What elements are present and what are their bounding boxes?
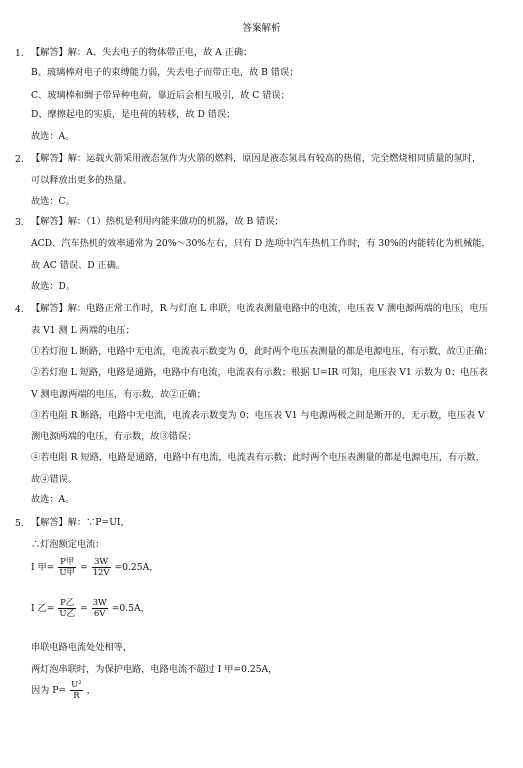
equation-lhs: I 甲= — [31, 562, 55, 573]
answer-line: 【解答】解：∵P=UI， — [31, 517, 130, 528]
equation-equals: = — [79, 603, 88, 614]
equation-result: ， — [86, 685, 96, 696]
answer-line: 表 V1 测 L 两端的电压； — [31, 325, 135, 336]
fraction-numerator: U² — [71, 680, 82, 690]
fraction — [92, 598, 108, 619]
answer-line: D、摩擦起电的实质，是电荷的转移，故 D 错误； — [31, 109, 236, 120]
answer-choice: 故选：D。 — [31, 281, 76, 292]
equation-power — [31, 680, 96, 701]
fraction-numerator: 3W — [92, 598, 107, 608]
answer-line: V 测电源两端的电压，有示数，故②正确； — [31, 389, 206, 400]
fraction-denominator: 12V — [92, 568, 110, 578]
question-number: 4. — [15, 304, 24, 315]
equation-equals: = — [79, 562, 88, 573]
answer-line: 故 AC 错误、D 正确。 — [31, 260, 126, 271]
answer-line: ①若灯泡 L 断路，电路中无电流，电流表示数变为 0，此时两个电压表测量的都是电源电压，有示数，故①正确； — [31, 346, 493, 357]
answer-line: 故④错误。 — [31, 474, 77, 485]
equation-result: =0.25A， — [114, 562, 159, 573]
question-number: 3. — [15, 217, 24, 228]
fraction — [70, 680, 83, 701]
fraction — [92, 557, 111, 578]
fraction — [58, 557, 76, 578]
answer-line: 两灯泡串联时，为保护电路，电路电流不超过 I 甲=0.25A， — [31, 664, 278, 675]
answer-line: 可以释放出更多的热量。 — [31, 175, 133, 186]
question-number: 1. — [15, 48, 24, 59]
answer-line: 【解答】解：A、失去电子的物体带正电，故 A 正确； — [31, 47, 253, 58]
answer-line: ②若灯泡 L 短路，电路是通路，电路中有电流，电流表有示数；根据 U=IR 可知，电压表 V1 示数为 0；电压表 — [31, 367, 488, 378]
equation-result: =0.5A， — [111, 603, 150, 614]
fraction-numerator: P乙 — [60, 598, 75, 608]
fraction-numerator: P甲 — [60, 557, 75, 567]
answer-line: 测电源两端的电压，有示数，故③错误； — [31, 431, 197, 442]
fraction-denominator: U甲 — [59, 568, 76, 578]
answer-line: 【解答】解：运载火箭采用液态氢作为火箭的燃料，原因是液态氢具有较高的热值，完全燃烧相同质量的氢时， — [31, 153, 482, 164]
equation-lhs: I 乙= — [31, 603, 55, 614]
equation-lhs: 因为 P= — [31, 685, 67, 696]
equation-current-yi — [31, 598, 150, 619]
answer-line: ACD、汽车热机的效率通常为 20%～30%左右，只有 D 选项中汽车热机工作时，有 30%的内能转化为机械能， — [31, 238, 491, 249]
answer-choice: 故选：A。 — [31, 131, 75, 142]
answer-line: 【解答】解：电路正常工作时，R 与灯泡 L 串联，电流表测量电路中的电流，电压表 V 测电源两端的电压，电压 — [31, 303, 488, 314]
question-number: 2. — [15, 154, 24, 165]
answer-line: ③若电阻 R 断路，电路中无电流，电流表示数变为 0；电压表 V1 与电源两极之间是断开的，无示数，电压表 V — [31, 410, 485, 421]
fraction — [58, 598, 76, 619]
page-title: 答案解析 — [242, 23, 281, 34]
answer-choice: 故选：C。 — [31, 196, 75, 207]
fraction-denominator: 6V — [93, 609, 106, 619]
answer-line: 串联电路电流处处相等， — [31, 642, 133, 653]
fraction-denominator: U乙 — [59, 609, 76, 619]
answer-line: 【解答】解：（1）热机是利用内能来做功的机器，故 B 错误； — [31, 216, 284, 227]
answer-line: ④若电阻 R 短路，电路是通路，电路中有电流，电流表有示数；此时两个电压表测量的都是电源电压，有示数， — [31, 452, 485, 463]
fraction-denominator: R — [73, 691, 80, 701]
question-number: 5. — [15, 518, 24, 529]
answer-line: B、玻璃棒对电子的束缚能力弱，失去电子而带正电，故 B 错误； — [31, 67, 299, 78]
fraction-numerator: 3W — [92, 557, 111, 568]
answer-line: C、玻璃棒和绸子带异种电荷，靠近后会相互吸引，故 C 错误； — [31, 90, 290, 101]
answer-line: ∴灯泡额定电流： — [31, 539, 105, 550]
equation-current-jia — [31, 557, 158, 578]
answer-choice: 故选：A。 — [31, 494, 75, 505]
